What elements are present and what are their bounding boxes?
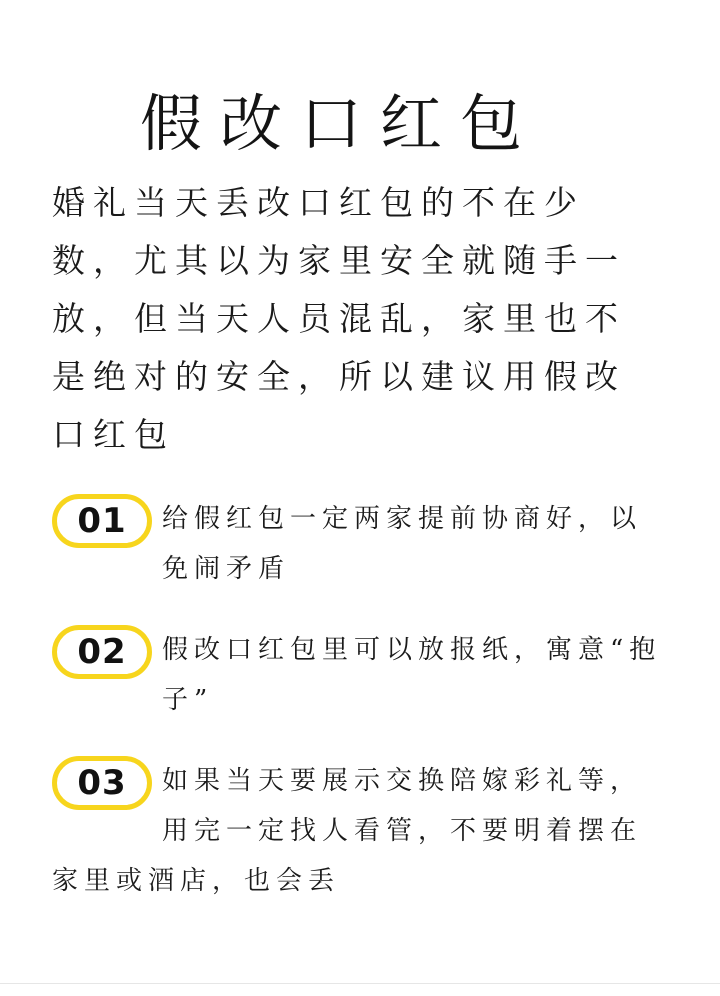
- intro-paragraph: 婚礼当天丢改口红包的不在少数，尤其以为家里安全就随手一放，但当天人员混乱，家里也不是绝对的安全，所以建议用假改口红包: [52, 183, 626, 454]
- page-title: 假改口红包: [139, 87, 540, 160]
- tip-number-badge: 03: [52, 756, 152, 810]
- tip-number-badge: 01: [52, 494, 152, 548]
- tip-item-3: [52, 756, 672, 906]
- tip-text: 假改口红包里可以放报纸，寓意“抱子”: [162, 635, 662, 715]
- tip-text: 如果当天要展示交换陪嫁彩礼等，用完一定找人看管，不要明着摆在家里或酒店，也会丢: [52, 766, 643, 896]
- tip-text: 给假红包一定两家提前协商好，以免闹矛盾: [162, 504, 643, 584]
- tip-item-2: [52, 625, 672, 725]
- tip-item-1: [52, 494, 672, 594]
- tip-number-badge: 02: [52, 625, 152, 679]
- bottom-divider: [0, 983, 720, 984]
